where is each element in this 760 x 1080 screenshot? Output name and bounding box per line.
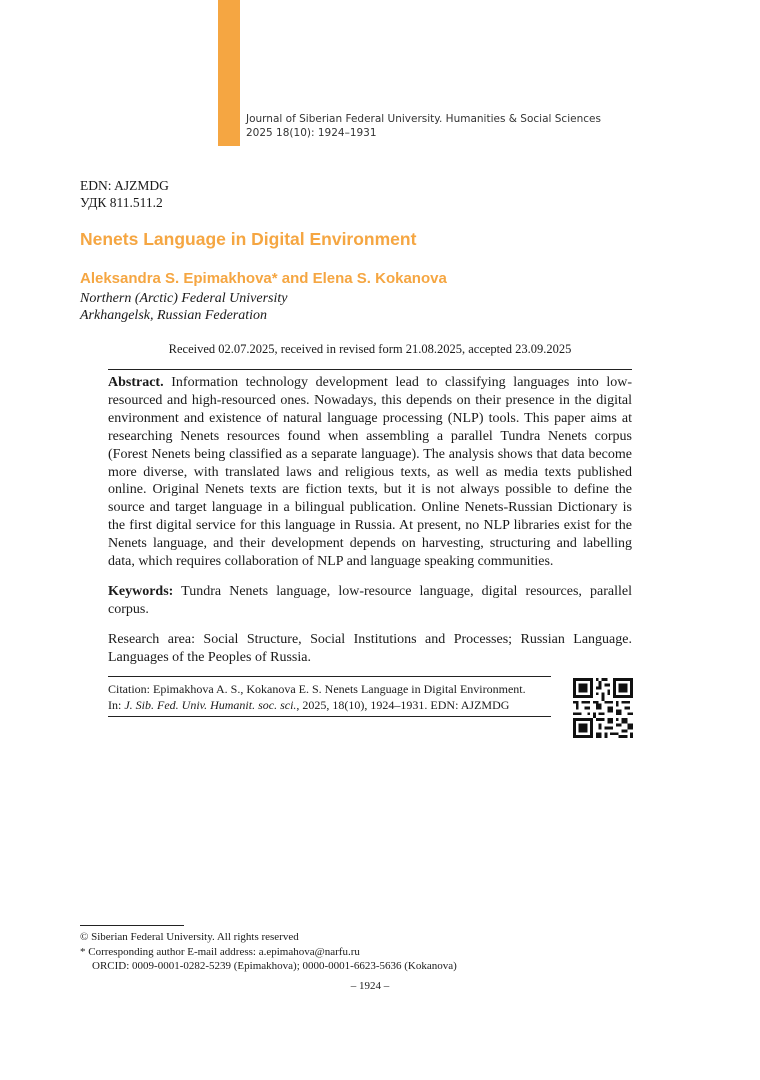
article-identifiers <box>80 177 169 211</box>
article-title: Nenets Language in Digital Environment <box>80 229 417 249</box>
citation-suffix: , 2025, 18(10), 1924–1931. EDN: AJZMDG <box>296 697 510 712</box>
citation-prefix: In: <box>108 697 125 712</box>
udk-code: УДК 811.511.2 <box>80 195 163 210</box>
journal-name: Journal of Siberian Federal University. Humanities & Social Sciences <box>246 113 601 125</box>
abstract-text: Information technology development lead to classifying languages into low-resourced and high-resourced ones. Nowadays, this depends on their presence in the digital environment and existence of natural language processing (NLP) tools. This paper aims at researching Nenets resources found when assembling a parallel Tundra Nenets corpus (Forest Nenets being classified as a separate language). The analysis shows that data become more diverse, with translated laws and religious texts, as well as media texts published online. Original Nenets texts are fiction texts, but it is not always possible to define the source and target language in a bilingual publication. Online Nenets-Russian Dictionary is the first digital service for this language in Russia. At present, no NLP libraries exist for the Nenets language, and their development depends on harvesting, structuring and labelling data, which requires collaboration of NLP and language speaking communities. <box>108 375 632 570</box>
citation-line-2 <box>108 698 558 714</box>
abstract-paragraph <box>108 374 632 571</box>
affiliation-institution: Northern (Arctic) Federal University <box>80 291 288 306</box>
keywords-paragraph <box>108 583 632 619</box>
author-affiliation <box>80 290 287 324</box>
corresponding-author-note: * Corresponding author E-mail address: a.epimahova@narfu.ru <box>80 945 360 958</box>
abstract-section <box>108 374 632 679</box>
citation-top-rule <box>108 676 551 677</box>
citation-line-1: Citation: Epimakhova A. S., Kokanova E. S. Nenets Language in Digital Environment. <box>108 682 526 696</box>
edn-id: EDN: AJZMDG <box>80 178 169 193</box>
keywords-label: Keywords: <box>108 583 174 599</box>
abstract-label: Abstract. <box>108 375 164 390</box>
keywords-text: Tundra Nenets language, low-resource language, digital resources, parallel corpus. <box>108 583 632 617</box>
citation-block <box>108 682 558 713</box>
affiliation-location: Arkhangelsk, Russian Federation <box>80 308 268 323</box>
research-area: Research area: Social Structure, Social Institutions and Processes; Russian Language. Languages of the Peoples of Russia. <box>108 631 632 665</box>
journal-accent-bar <box>218 0 240 146</box>
received-dates: Received 02.07.2025, received in revised form 21.08.2025, accepted 23.09.2025 <box>168 342 572 356</box>
citation-journal: J. Sib. Fed. Univ. Humanit. soc. sci. <box>124 697 297 712</box>
qr-code-icon[interactable] <box>573 678 633 738</box>
orcid-note: ORCID: 0009-0001-0282-5239 (Epimakhova); 0000-0001-6623-5636 (Kokanova) <box>92 960 457 973</box>
abstract-top-rule <box>108 369 632 370</box>
journal-issue: 2025 18(10): 1924–1931 <box>246 127 377 139</box>
copyright-note: © Siberian Federal University. All rights reserved <box>80 931 299 943</box>
page-number: – 1924 – <box>350 980 390 992</box>
citation-bottom-rule <box>108 716 551 717</box>
footnote-rule <box>80 925 184 926</box>
journal-header <box>246 112 601 140</box>
footnotes <box>80 930 457 974</box>
article-authors: Aleksandra S. Epimakhova* and Elena S. Kokanova <box>80 270 447 287</box>
